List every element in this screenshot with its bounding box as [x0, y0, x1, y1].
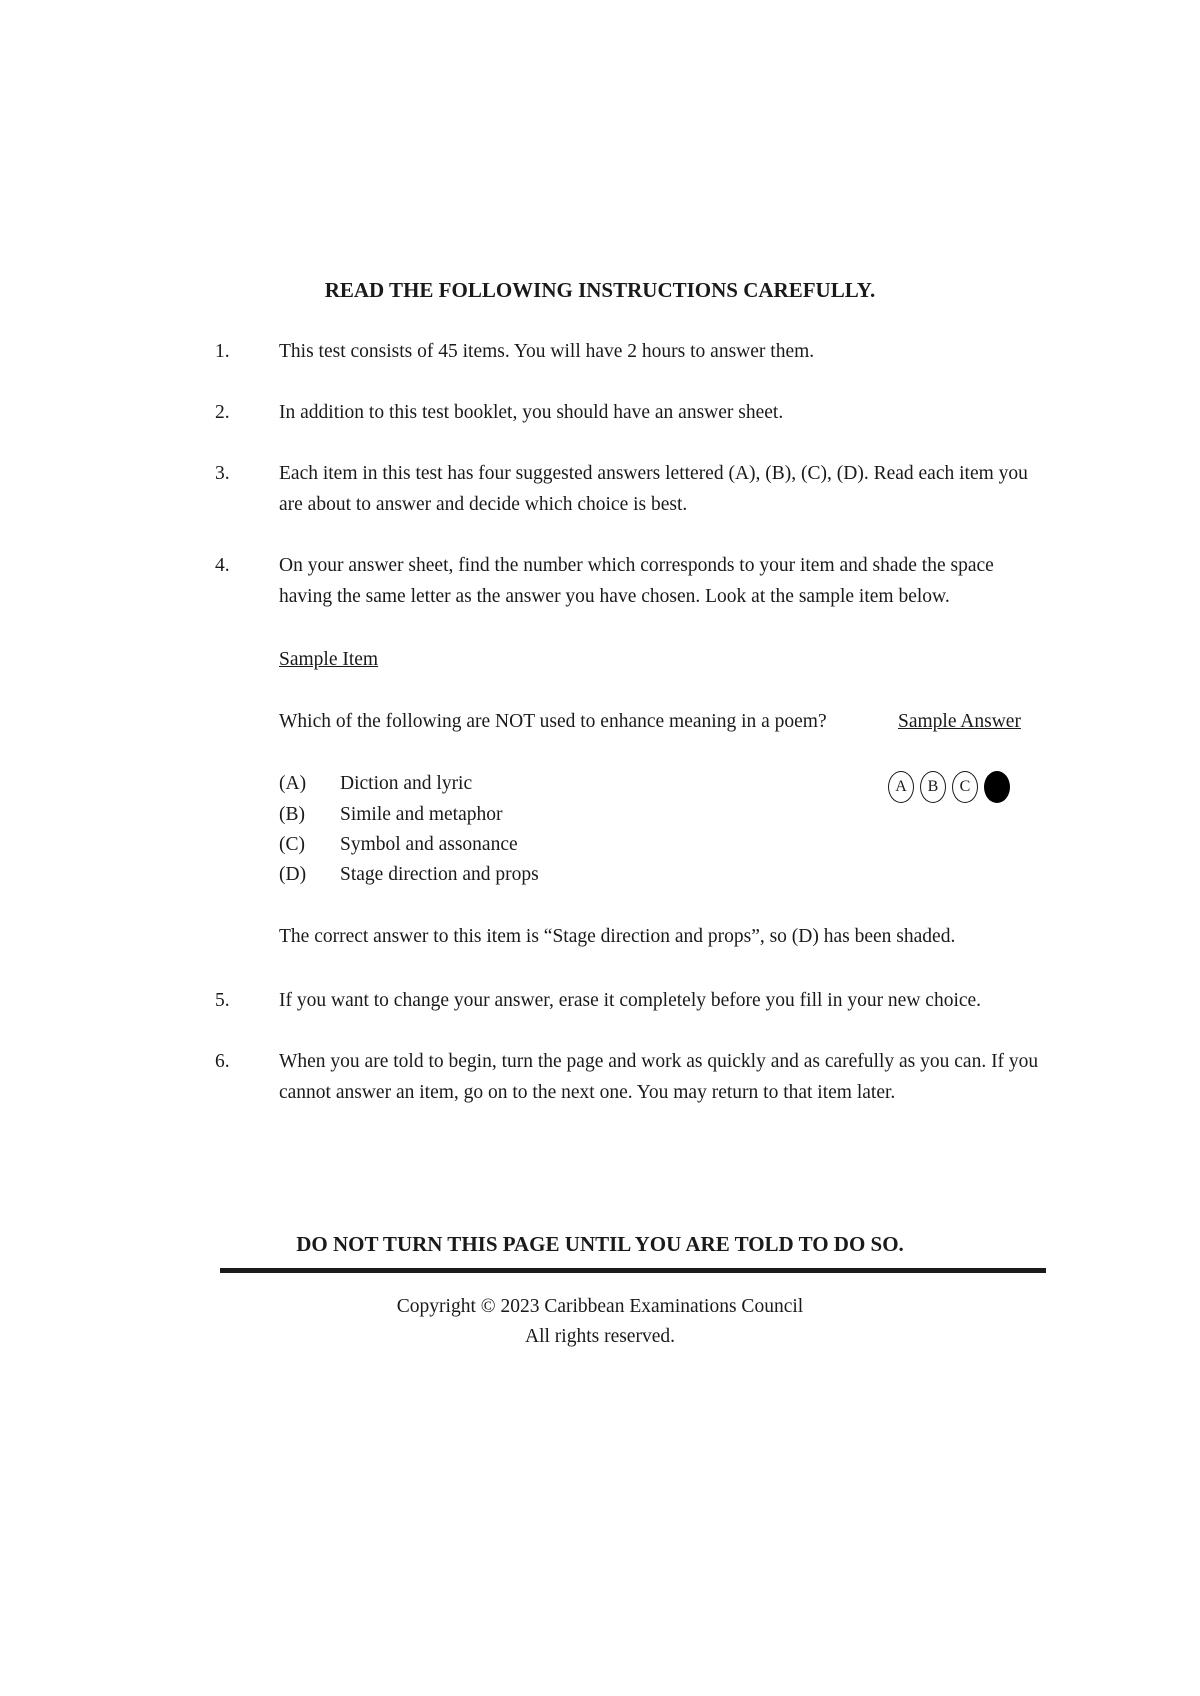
instruction-number: 1.	[215, 341, 230, 362]
sample-answer-bubbles	[888, 770, 1010, 804]
do-not-turn-warning: DO NOT TURN THIS PAGE UNTIL YOU ARE TOLD TO DO SO.	[296, 1232, 904, 1256]
instruction-text: On your answer sheet, find the number which corresponds to your item and shade the space having the same letter as the answer you have chosen. Look at the sample item below.	[279, 555, 994, 607]
option-letter: (B)	[279, 804, 305, 825]
sample-answer-label: Sample Answer	[898, 711, 1021, 732]
sample-item-label: Sample Item	[279, 649, 379, 670]
answer-bubble-a: A	[888, 771, 914, 803]
instruction-text: This test consists of 45 items. You will have 2 hours to answer them.	[279, 341, 815, 362]
answer-bubble-d: D	[984, 771, 1010, 803]
option-text: Stage direction and props	[340, 864, 539, 885]
correct-answer-note: The correct answer to this item is “Stage direction and props”, so (D) has been shaded.	[279, 926, 956, 947]
option-text: Symbol and assonance	[340, 834, 518, 855]
option-text: Diction and lyric	[340, 773, 473, 794]
option-letter: (C)	[279, 834, 305, 855]
instruction-number: 6.	[215, 1051, 230, 1072]
instruction-number: 4.	[215, 555, 230, 576]
horizontal-rule	[220, 1268, 1046, 1273]
copyright-notice: Copyright © 2023 Caribbean Examinations Council	[396, 1296, 804, 1317]
option-letter: (A)	[279, 773, 307, 794]
instruction-number: 5.	[215, 990, 230, 1011]
page-heading: READ THE FOLLOWING INSTRUCTIONS CAREFULLY.	[324, 278, 876, 302]
answer-bubble-c: C	[952, 771, 978, 803]
instruction-text: In addition to this test booklet, you should have an answer sheet.	[279, 402, 784, 423]
rights-reserved: All rights reserved.	[524, 1326, 675, 1347]
option-text: Simile and metaphor	[340, 804, 503, 825]
instruction-text: When you are told to begin, turn the page and work as quickly and as carefully as you can. If you cannot answer an item, go on to the next one. You may return to that item later.	[279, 1051, 1039, 1103]
answer-bubble-b: B	[920, 771, 946, 803]
sample-question: Which of the following are NOT used to enhance meaning in a poem?	[279, 711, 827, 732]
option-letter: (D)	[279, 864, 307, 885]
instruction-text: If you want to change your answer, erase it completely before you fill in your new choice.	[279, 990, 982, 1011]
instruction-text: Each item in this test has four suggested answers lettered (A), (B), (C), (D). Read each item you are about to answer and decide which choice is best.	[279, 463, 1028, 515]
instruction-number: 3.	[215, 463, 230, 484]
instruction-number: 2.	[215, 402, 230, 423]
